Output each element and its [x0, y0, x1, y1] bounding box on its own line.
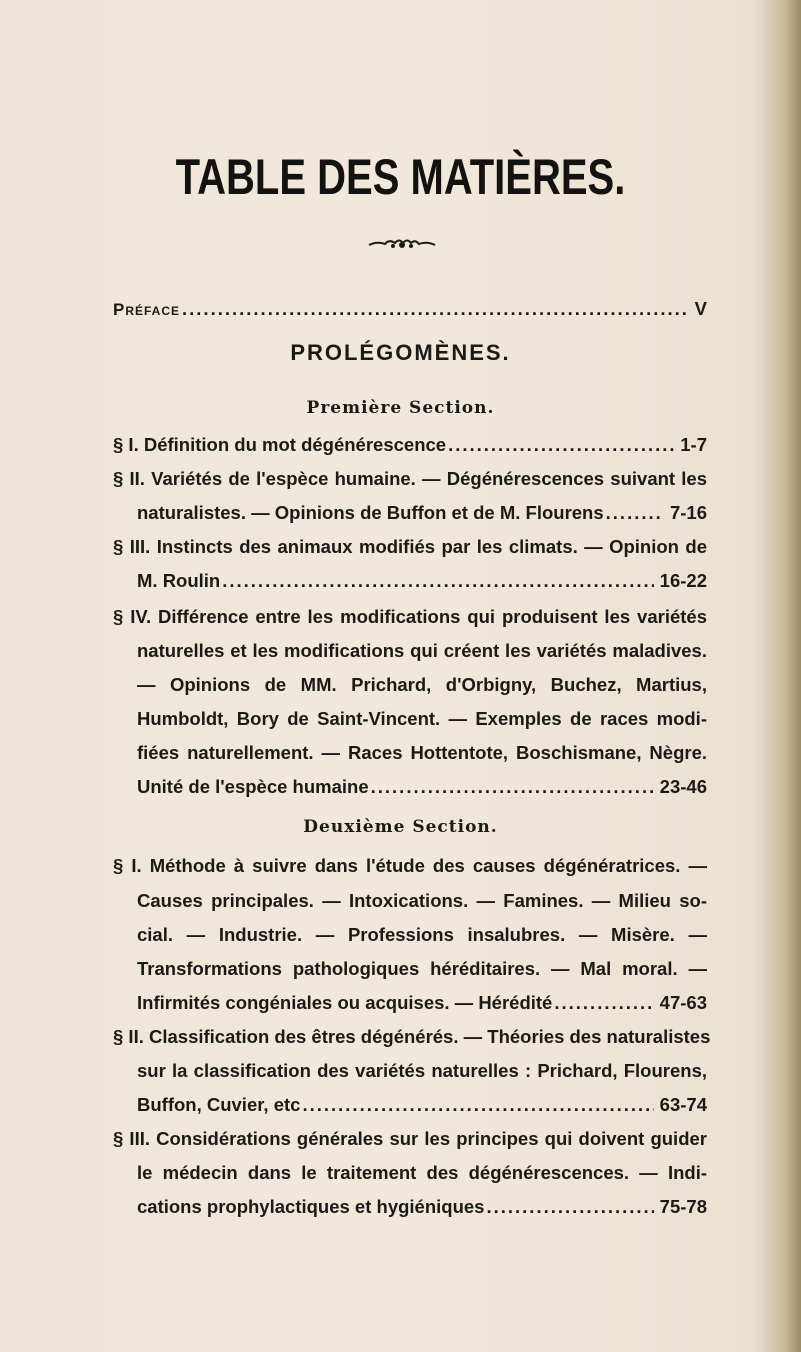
entry-line: § III. Instincts des animaux modifiés par les climats. — Opinion de: [113, 536, 707, 557]
leader-dots: [302, 1092, 653, 1118]
leader-dots: [222, 568, 653, 594]
entry-line: — Opinions de MM. Prichard, d'Orbigny, Buchez, Martius,: [137, 674, 707, 695]
entry-line: § IV. Différence entre les modifications qui produisent les variétés: [113, 606, 707, 627]
entry-line: le médecin dans le traitement des dégénérescences. — Indi-: [137, 1162, 707, 1183]
entry-line: § III. Considérations générales sur les principes qui doivent guider: [113, 1128, 707, 1149]
entry-page: 16-22: [659, 570, 707, 591]
leader-dots: [486, 1194, 653, 1220]
entry-line: cial. — Industrie. — Professions insalubres. — Misère. —: [137, 924, 707, 945]
toc-entry: [137, 990, 707, 1016]
toc-entry: [137, 1194, 707, 1220]
entry-page: 7-16: [669, 502, 707, 523]
entry-line: naturelles et les modifications qui créent les variétés maladives.: [137, 640, 707, 661]
entry-line: Infirmités congéniales ou acquises. — Hérédité: [137, 992, 553, 1013]
page-title: TABLE DES MATIÈRES.: [175, 150, 626, 205]
section2-title: Deuxième Section.: [303, 817, 498, 837]
entry-page: 1-7: [680, 434, 707, 455]
preface-label: Préface: [113, 300, 181, 319]
entry-line: Transformations pathologiques héréditaires. — Mal moral. —: [137, 958, 707, 979]
leader-dots: [554, 990, 653, 1016]
entry-line: fiées naturellement. — Races Hottentote, Boschismane, Nègre.: [137, 742, 707, 763]
toc-entry: [137, 500, 707, 526]
entry-line: cations prophylactiques et hygiéniques: [137, 1196, 485, 1217]
prolegomenes-heading: PROLÉGOMÈNES.: [290, 340, 511, 365]
preface-entry: [113, 296, 707, 323]
entry-line: § I. Méthode à suivre dans l'étude des causes dégénératrices. —: [113, 855, 707, 876]
entry-line: Causes principales. — Intoxications. — Famines. — Milieu so-: [137, 890, 707, 911]
section1-title: Première Section.: [306, 398, 495, 418]
leader-dots: [371, 774, 654, 800]
entry-line: § II. Classification des êtres dégénérés. — Théories des naturalistes: [113, 1026, 711, 1047]
entry-line: Humboldt, Bory de Saint-Vincent. — Exemples de races modi-: [137, 708, 707, 729]
leader-dots: [182, 296, 689, 322]
entry-line: sur la classification des variétés naturelles : Prichard, Flourens,: [137, 1060, 707, 1081]
leader-dots: [448, 432, 674, 458]
entry-line: M. Roulin: [137, 570, 221, 591]
entry-line: Buffon, Cuvier, etc: [137, 1094, 301, 1115]
toc-entry: [137, 1092, 707, 1118]
toc-entry: [137, 568, 707, 594]
entry-line: § II. Variétés de l'espèce humaine. — Dégénérescences suivant les: [113, 468, 707, 489]
entry-line: § I. Définition du mot dégénérescence: [113, 434, 447, 455]
entry-page: 23-46: [659, 776, 707, 797]
leader-dots: [606, 500, 664, 526]
entry-line: Unité de l'espèce humaine: [137, 776, 369, 797]
entry-page: 47-63: [659, 992, 707, 1013]
preface-page: V: [694, 298, 707, 319]
toc-entry: [137, 774, 707, 800]
entry-page: 75-78: [659, 1196, 707, 1217]
toc-entry: [113, 432, 707, 458]
ornament-icon: [367, 236, 437, 250]
entry-line: naturalistes. — Opinions de Buffon et de M. Flourens: [137, 502, 604, 523]
entry-page: 63-74: [659, 1094, 707, 1115]
